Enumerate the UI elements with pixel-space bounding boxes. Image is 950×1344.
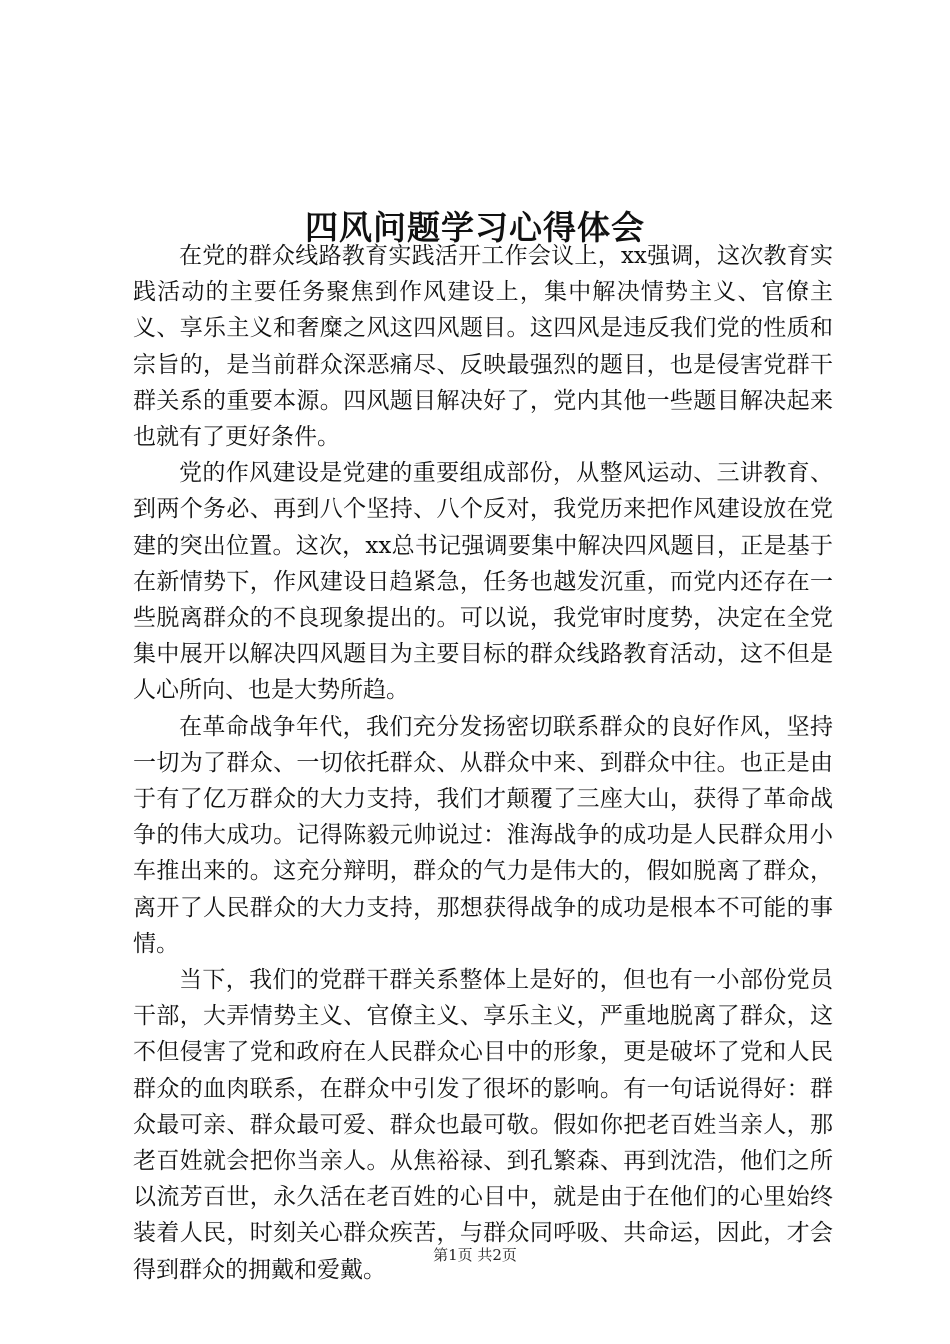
document-title: 四风问题学习心得体会 — [305, 208, 645, 248]
paragraph-3: 在革命战争年代，我们充分发扬密切联系群众的良好作风，坚持一切为了群众、一切依托群众、从群众中来、到群众中往。也正是由于有了亿万群众的大力支持，我们才颠覆了三座大山，获得了革命战争的伟大成功。记得陈毅元帅说过：淮海战争的成功是人民群众用小车推出来的。这充分辩明，群众的气力是伟大的，假如脱离了群众，离开了人民群众的大力支持，那想获得战争的成功是根本不可能的事情。 — [133, 713, 833, 957]
page-footer: 第1页 共2页 — [433, 1246, 517, 1264]
document-body — [133, 238, 833, 1288]
paragraph-2: 党的作风建设是党建的重要组成部份，从整风运动、三讲教育、到两个务必、再到八个坚持、八个反对，我党历来把作风建设放在党建的突出位置。这次，xx总书记强调要集中解决四风题目，正是基于在新情势下，作风建设日趋紧急，任务也越发沉重，而党内还存在一些脱离群众的不良现象提出的。可以说，我党审时度势，决定在全党集中展开以解决四风题目为主要目标的群众线路教育活动，这不但是人心所向、也是大势所趋。 — [133, 460, 833, 704]
paragraph-4: 当下，我们的党群干群关系整体上是好的，但也有一小部份党员干部，大弄情势主义、官僚主义、享乐主义，严重地脱离了群众，这不但侵害了党和政府在人民群众心目中的形象，更是破坏了党和人民群众的血肉联系，在群众中引发了很坏的影响。有一句话说得好：群众最可亲、群众最可爱、群众也最可敬。假如你把老百姓当亲人，那老百姓就会把你当亲人。从焦裕禄、到孔繁森、再到沈浩，他们之所以流芳百世，永久活在老百姓的心目中，就是由于在他们的心里始终装着人民，时刻关心群众疾苦，与群众同呼吸、共命运，因此，才会得到群众的拥戴和爱戴。 — [133, 967, 833, 1283]
paragraph-1: 在党的群众线路教育实践活开工作会议上，xx强调，这次教育实践活动的主要任务聚焦到作风建设上，集中解决情势主义、官僚主义、享乐主义和奢糜之风这四风题目。这四风是违反我们党的性质和宗旨的，是当前群众深恶痛尽、反映最强烈的题目，也是侵害党群干群关系的重要本源。四风题目解决好了，党内其他一些题目解决起来也就有了更好条件。 — [133, 243, 833, 451]
